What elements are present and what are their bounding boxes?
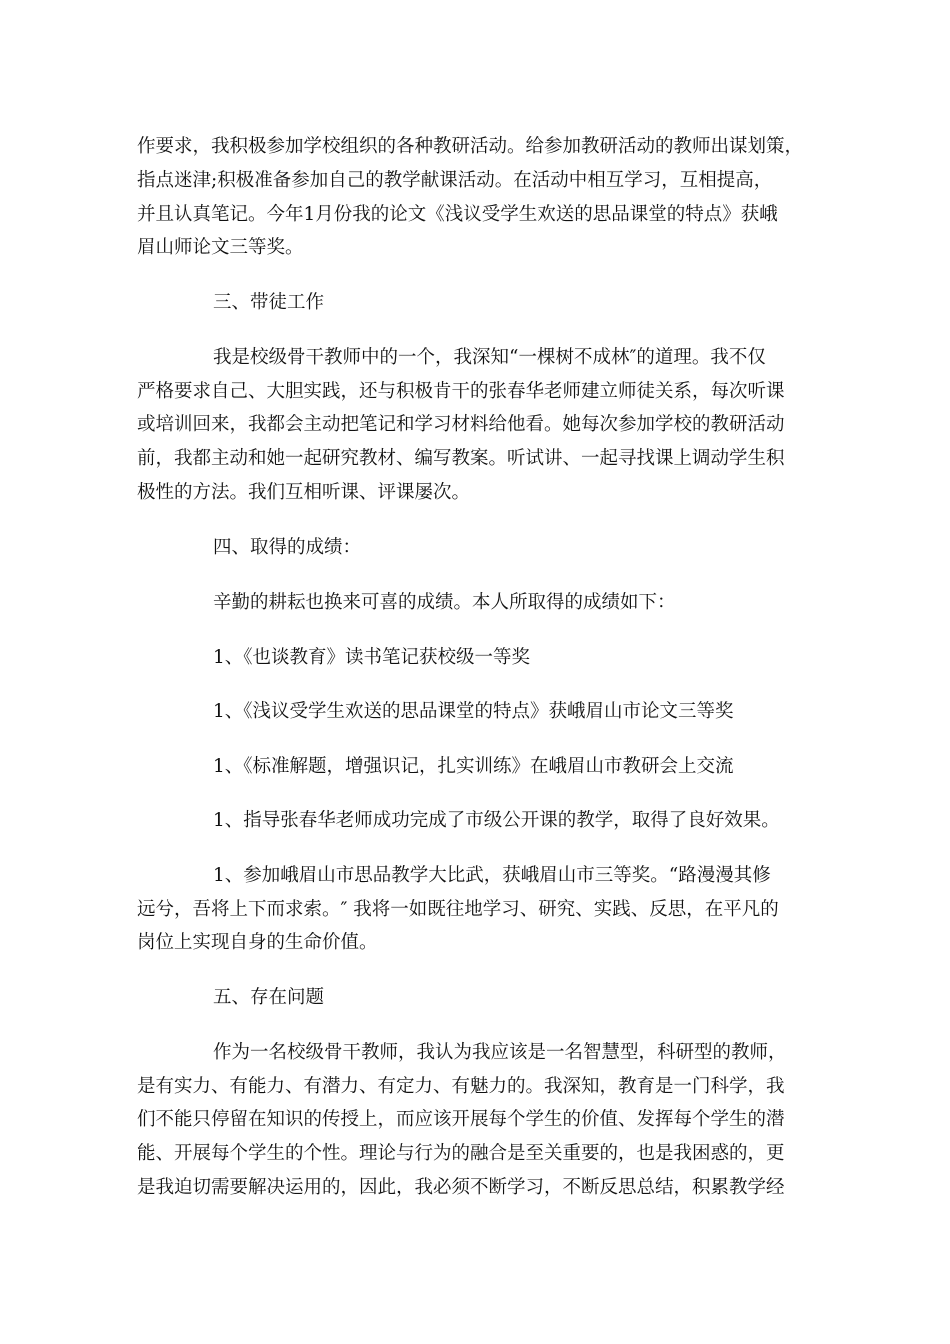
list-item: 1、指导张春华老师成功完成了市级公开课的教学，取得了良好效果。 [213, 810, 780, 831]
section-heading: 四、取得的成绩： [213, 537, 362, 558]
paragraph-line: 是我迫切需要解决运用的，因此，我必须不断学习，不断反思总结，积累教学经 [137, 1177, 785, 1198]
paragraph-line: 或培训回来，我都会主动把笔记和学习材料给他看。她每次参加学校的教研活动 [137, 414, 785, 435]
paragraph-line: 岗位上实现自身的生命价值。 [137, 932, 378, 953]
paragraph-line: 作要求，我积极参加学校组织的各种教研活动。给参加教研活动的教师出谋划策， [137, 136, 804, 157]
paragraph-line: 1、参加峨眉山市思品教学大比武，获峨眉山市三等奖。“路漫漫其修 [213, 865, 771, 886]
paragraph-line: 我是校级骨干教师中的一个，我深知“一棵树不成林″的道理。我不仅 [213, 347, 766, 368]
paragraph-line: 作为一名校级骨干教师，我认为我应该是一名智慧型，科研型的教师， [213, 1042, 787, 1063]
list-item: 1、《标准解题，增强识记，扎实训练》在峨眉山市教研会上交流 [213, 756, 734, 777]
paragraph-line: 眉山师论文三等奖。 [137, 237, 304, 258]
intro-line: 辛勤的耕耘也换来可喜的成绩。本人所取得的成绩如下： [213, 592, 676, 613]
section-heading: 五、存在问题 [213, 987, 325, 1008]
paragraph-line: 并且认真笔记。今年1月份我的论文《浅议受学生欢送的思品课堂的特点》获峨 [137, 204, 778, 225]
paragraph-line: 远兮，吾将上下而求索。″ 我将一如既往地学习、研究、实践、反思，在平凡的 [137, 899, 779, 920]
paragraph-line: 极性的方法。我们互相听课、评课屡次。 [137, 482, 471, 503]
list-item: 1、《浅议受学生欢送的思品课堂的特点》获峨眉山市论文三等奖 [213, 701, 734, 722]
paragraph-line: 能、开展每个学生的个性。理论与行为的融合是至关重要的，也是我困惑的，更 [137, 1143, 785, 1164]
section-heading: 三、带徒工作 [213, 292, 325, 313]
paragraph-line: 指点迷津;积极准备参加自己的教学献课活动。在活动中相互学习，互相提高， [137, 170, 773, 191]
paragraph-line: 们不能只停留在知识的传授上，而应该开展每个学生的价值、发挥每个学生的潜 [137, 1109, 785, 1130]
paragraph-line: 严格要求自己、大胆实践，还与积极肯干的张春华老师建立师徒关系，每次听课 [137, 381, 785, 402]
paragraph-line: 是有实力、有能力、有潜力、有定力、有魅力的。我深知，教育是一门科学，我 [137, 1076, 785, 1097]
paragraph-line: 前，我都主动和她一起研究教材、编写教案。听试讲、一起寻找课上调动学生积 [137, 448, 785, 469]
list-item: 1、《也谈教育》读书笔记获校级一等奖 [213, 647, 531, 668]
